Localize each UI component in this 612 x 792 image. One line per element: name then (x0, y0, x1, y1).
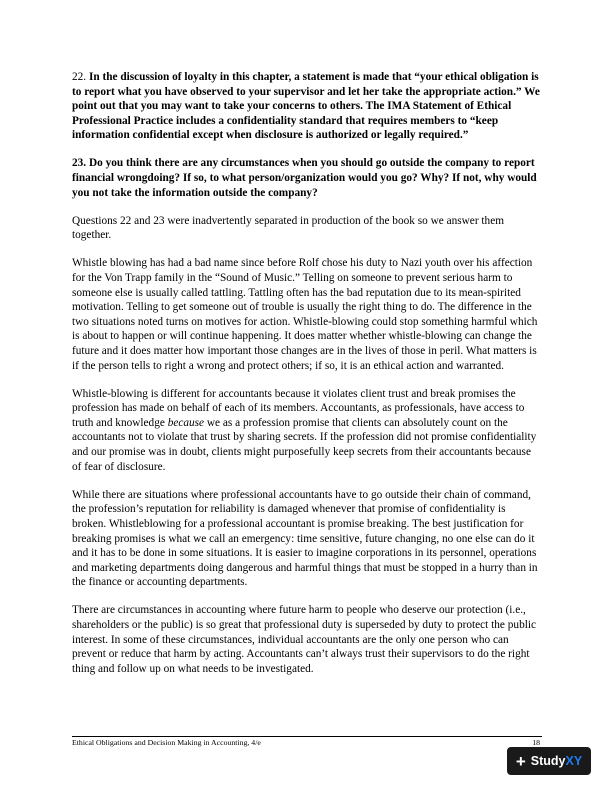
question-22-text: In the discussion of loyalty in this chapter, a statement is made that “your ethical obligation is to report what you have observed to your supervisor and let her take the appropriate action.” We point out that you may want to take your concerns to others. The IMA Statement of Ethical Professional Practice includes a confidentiality standard that requires members to “keep information confidential except when disclosure is authorized or legally required.” (72, 71, 540, 142)
answer-paragraph-2-start: Whistle-blowing is different for accountants because it violates client trust and break promises the profession has made on behalf of each of its members. Accountants, as professionals, have access to truth and knowledge (72, 387, 525, 429)
badge-study-text: Study (530, 754, 566, 768)
answer-paragraph-1: Whistle blowing has had a bad name since before Rolf chose his duty to Nazi youth over his affection for the Von Trapp family in the “Sound of Music.” Telling on someone to prevent serious harm to someone else is usually called tattling. Tattling often has the bad reputation due to its mean-spirited motivation. Telling to get someone out of trouble is usually the right thing to do. The difference in the two situations noted turns on motives for action. Whistle-blowing could stop something harmful which is about to happen or will continue happening. It does matter whether whistle-blowing can change the future and it does matter how important those changes are in the lives of those in peril. What matters is if the person tells to right a wrong and protect others; if so, it is an ethical action and warranted. (72, 257, 538, 372)
answer-paragraph-3: While there are situations where professional accountants have to go outside their chain of command, the profession’s reputation for reliability is damaged whenever that promise of confidentiality is broken. Whistleblowing for a professional accountant is promise breaking. The best justification for breaking promises is what we call an emergency: time sensitive, future changing, no one else can do it and it has to be done in some situations. It is easier to imagine corporations in its personnel, operations and marketing departments doing dangerous and harmful things that must be stopped in a hurry than in the finance or accounting departments. (72, 488, 538, 589)
plus-icon: + (515, 751, 526, 771)
question-22-number: 22. (72, 71, 89, 83)
page-content (72, 70, 542, 690)
question-23: 23. Do you think there are any circumstances when you should go outside the company to report financial wrongdoing? If so, to what person/organization would you go? Why? If not, why would you not take the information outside the company? (72, 157, 537, 199)
page-footer (72, 736, 542, 748)
question-22 (72, 70, 542, 143)
answer-paragraph-2-end: we as a profession promise that clients can absolutely count on the accountants not to violate that trust by sharing secrets. If the profession did not promise confidentiality and our promise was in doubt, clients might purposefully keep secrets from their accountants because of fear of disclosure. (72, 416, 537, 473)
answer-intro: Questions 22 and 23 were inadvertently separated in production of the book so we answer them together. (72, 214, 504, 242)
footer-page-number: 18 (532, 738, 540, 747)
answer-paragraph-2 (72, 387, 542, 475)
footer-book-title: Ethical Obligations and Decision Making in Accounting, 4/e (72, 738, 261, 747)
badge-xy-text: XY (565, 754, 583, 768)
answer-paragraph-2-emphasis: because (167, 416, 205, 429)
answer-paragraph-4: There are circumstances in accounting where future harm to people who deserve our protection (i.e., shareholders or the public) is so great that professional duty is superseded by duty to protect the public interest. In some of these circumstances, individual accountants are the only one person who can prevent or reduce that harm by acting. Accountants can’t always trust their supervisors to do the right thing and follow up on what needs to be investigated. (72, 604, 537, 675)
studyxy-logo-badge[interactable] (507, 747, 591, 775)
